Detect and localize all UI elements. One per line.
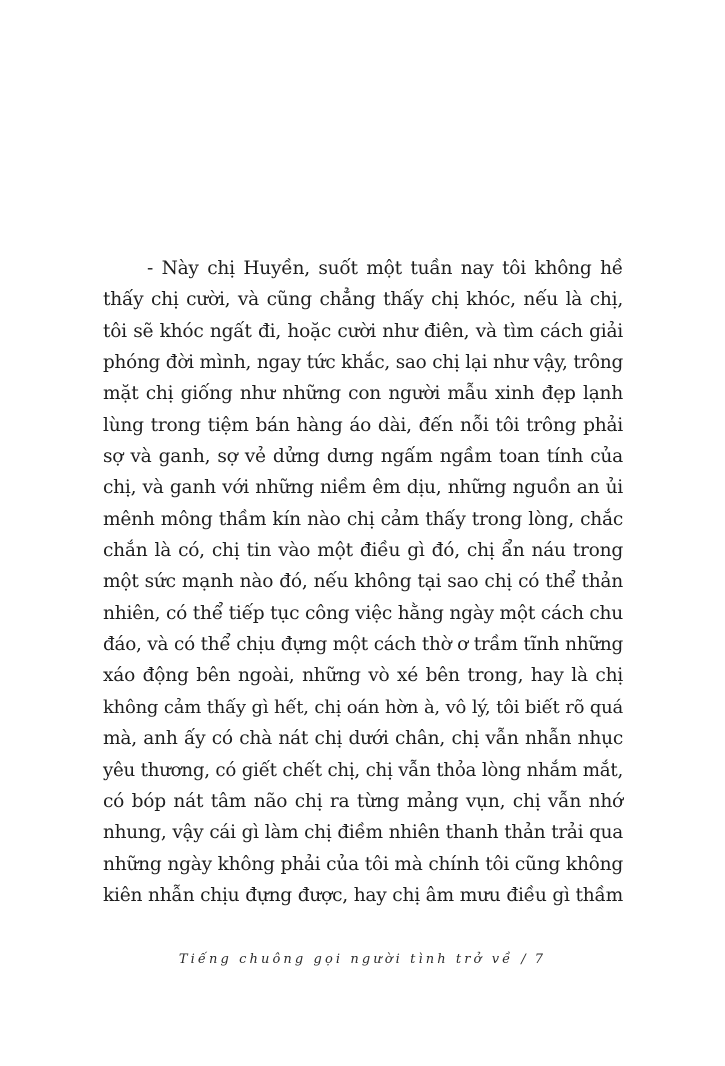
- text-line: không cảm thấy gì hết, chị oán hờn à, vô lý, tôi biết rõ quá: [103, 696, 623, 718]
- text-line: có bóp nát tâm não chị ra từng mảng vụn, chị vẫn nhớ: [103, 790, 623, 812]
- text-line: tôi sẽ khóc ngất đi, hoặc cười như điên, và tìm cách giải: [103, 320, 623, 342]
- text-line: đáo, và có thể chịu đựng một cách thờ ơ trầm tĩnh những: [103, 634, 623, 656]
- running-footer: [0, 952, 725, 967]
- text-line: mặt chị giống như những con người mẫu xinh đẹp lạnh: [103, 383, 623, 405]
- book-title: Tiếng chuông gọi người tình trở về: [178, 952, 514, 967]
- text-line: chắn là có, chị tin vào một điều gì đó, chị ẩn náu trong: [103, 540, 623, 562]
- text-line: nhung, vậy cái gì làm chị điềm nhiên thanh thản trải qua: [103, 822, 623, 844]
- text-line: sợ và ganh, sợ vẻ dửng dưng ngấm ngầm toan tính của: [103, 446, 623, 468]
- text-line: kiên nhẫn chịu đựng được, hay chị âm mưu điều gì thầm: [103, 884, 623, 906]
- body-paragraph: [103, 253, 623, 911]
- text-line: những ngày không phải của tôi mà chính tôi cũng không: [103, 853, 623, 875]
- text-line: mà, anh ấy có chà nát chị dưới chân, chị vẫn nhẫn nhục: [103, 728, 623, 750]
- text-line: - Này chị Huyền, suốt một tuần nay tôi không hề: [147, 258, 623, 279]
- text-line: phóng đời mình, ngay tức khắc, sao chị lại như vậy, trông: [103, 352, 623, 374]
- footer-separator: /: [521, 952, 529, 967]
- text-line: yêu thương, có giết chết chị, chị vẫn thỏa lòng nhắm mắt,: [103, 759, 623, 781]
- text-line: xáo động bên ngoài, những vò xé bên trong, hay là chị: [103, 665, 623, 687]
- page-number: 7: [534, 952, 547, 967]
- text-line: nhiên, có thể tiếp tục công việc hằng ngày một cách chu: [103, 602, 623, 624]
- text-line: mênh mông thầm kín nào chị cảm thấy trong lòng, chắc: [103, 508, 623, 530]
- text-line: một sức mạnh nào đó, nếu không tại sao chị có thể thản: [103, 571, 623, 593]
- text-line: chị, và ganh với những niềm êm dịu, những nguồn an ủi: [103, 477, 623, 499]
- text-line: thấy chị cười, và cũng chẳng thấy chị khóc, nếu là chị,: [103, 289, 623, 311]
- text-line: lùng trong tiệm bán hàng áo dài, đến nỗi tôi trông phải: [103, 414, 623, 436]
